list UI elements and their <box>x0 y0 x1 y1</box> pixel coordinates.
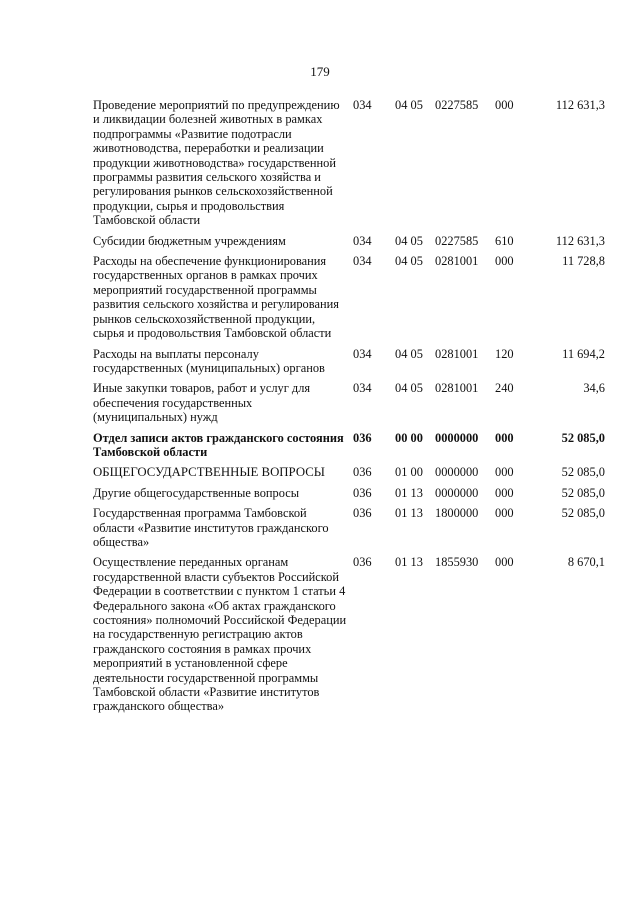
row-admin-code: 034 <box>353 346 372 361</box>
row-name: Проведение мероприятий по предупреждению и ликвидации болезней животных в рамках подпрограммы «Развитие подотрасли животноводства, переработки и реализации продукции животноводства» государственной программы развития сельского хозяйства и регулирования рынков сельскохозяйственной продукции, сырья и продовольствия Тамбовской области <box>93 98 340 228</box>
budget-table <box>93 98 605 720</box>
row-admin-code: 036 <box>353 485 372 500</box>
row-amount: 11 728,8 <box>562 254 605 269</box>
row-name: Иные закупки товаров, работ и услуг для обеспечения государственных (муниципальных) нужд <box>93 381 311 425</box>
row-name: Расходы на выплаты персоналу государственных (муниципальных) органов <box>93 346 325 375</box>
row-target-code: 0227585 <box>435 98 479 112</box>
table-row <box>93 234 605 254</box>
row-target-code: 0227585 <box>435 233 479 248</box>
row-expense-type: 000 <box>495 98 514 112</box>
row-target-code: 0281001 <box>435 254 479 269</box>
row-name: Субсидии бюджетным учреждениям <box>93 233 286 248</box>
row-section-code: 04 05 <box>395 254 423 269</box>
row-amount: 52 085,0 <box>561 506 605 521</box>
row-expense-type: 000 <box>495 430 514 445</box>
row-name: Осуществление переданных органам государственной власти субъектов Российской Федерации в соответствии с пунктом 1 статьи 4 Федерального закона «Об актах гражданского состояния» полномочий Российской Федерации на государственную регистрацию актов гражданского состояния в рамках прочих мероприятий в установленной сфере деятельности государственной программы Тамбовской области «Развитие институтов гражданского общества» <box>93 555 347 714</box>
table-row <box>93 381 605 430</box>
row-amount: 112 631,3 <box>555 98 605 112</box>
table-row <box>93 98 605 234</box>
row-amount: 8 670,1 <box>567 555 605 570</box>
row-admin-code: 036 <box>353 555 372 570</box>
row-section-code: 04 05 <box>395 346 423 361</box>
row-admin-code: 036 <box>353 465 372 480</box>
row-target-code: 0000000 <box>435 485 479 500</box>
row-section-code: 00 00 <box>395 430 423 445</box>
row-target-code: 0000000 <box>435 465 479 480</box>
page-number: 179 <box>310 64 330 79</box>
row-section-code: 01 00 <box>395 465 423 480</box>
row-section-code: 04 05 <box>395 98 423 112</box>
row-amount: 11 694,2 <box>562 346 605 361</box>
table-row <box>93 506 605 555</box>
row-name: Расходы на обеспечение функционирования государственных органов в рамках прочих мероприятий государственной программы развития сельского хозяйства и регулирования рынков сельскохозяйственной продукции, сырья и продовольствия Тамбовской области <box>93 254 339 341</box>
table-row <box>93 347 605 382</box>
row-target-code: 0281001 <box>435 381 479 396</box>
row-amount: 52 085,0 <box>561 430 605 445</box>
row-expense-type: 000 <box>495 254 514 269</box>
row-admin-code: 034 <box>353 254 372 269</box>
table-row <box>93 486 605 506</box>
row-section-code: 01 13 <box>395 506 423 521</box>
row-admin-code: 034 <box>353 98 372 112</box>
row-name: Другие общегосударственные вопросы <box>93 485 300 500</box>
row-expense-type: 000 <box>495 506 514 521</box>
table-row <box>93 555 605 719</box>
row-expense-type: 240 <box>495 381 514 396</box>
row-name: Государственная программа Тамбовской области «Развитие институтов гражданского общества» <box>93 506 329 549</box>
row-name: Отдел записи актов гражданского состояния Тамбовской области <box>93 430 344 459</box>
row-amount: 112 631,3 <box>555 233 605 248</box>
table-row-department <box>93 431 605 466</box>
row-admin-code: 034 <box>353 381 372 396</box>
row-admin-code: 036 <box>353 506 372 521</box>
row-target-code: 1855930 <box>435 555 479 570</box>
row-admin-code: 034 <box>353 233 372 248</box>
row-target-code: 0281001 <box>435 346 479 361</box>
row-target-code: 0000000 <box>435 430 479 445</box>
row-expense-type: 610 <box>495 233 514 248</box>
row-amount: 52 085,0 <box>561 485 605 500</box>
row-section-code: 04 05 <box>395 233 423 248</box>
row-expense-type: 000 <box>495 485 514 500</box>
row-section-code: 01 13 <box>395 555 423 570</box>
row-amount: 52 085,0 <box>561 465 605 480</box>
row-expense-type: 120 <box>495 346 514 361</box>
row-admin-code: 036 <box>353 430 372 445</box>
row-expense-type: 000 <box>495 465 514 480</box>
row-section-code: 01 13 <box>395 485 423 500</box>
row-expense-type: 000 <box>495 555 514 570</box>
table-row <box>93 254 605 346</box>
row-section-code: 04 05 <box>395 381 423 396</box>
row-target-code: 1800000 <box>435 506 479 521</box>
row-name: ОБЩЕГОСУДАРСТВЕННЫЕ ВОПРОСЫ <box>93 465 325 480</box>
row-amount: 34,6 <box>583 381 605 396</box>
table-row-section <box>93 465 605 485</box>
